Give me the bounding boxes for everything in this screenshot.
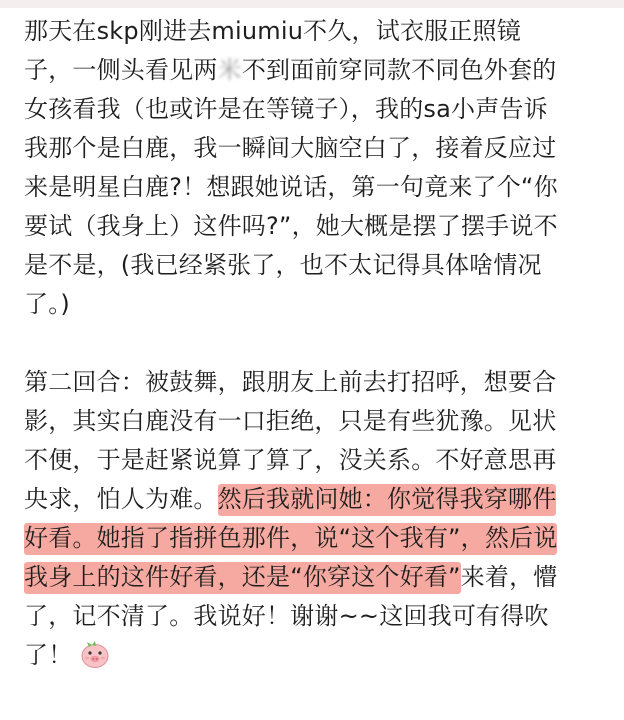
p2-line-7: 了，记不清了。我说好！谢谢~~这回我可有得吹 [24, 602, 549, 630]
p1-line-2 [24, 51, 614, 90]
top-edge-strip [0, 0, 624, 8]
p1-line-2-text-a: 子，一侧头看见两 [24, 56, 218, 84]
p1-line-4: 我那个是白鹿，我一瞬间大脑空白了，接着反应过 [24, 134, 557, 162]
p2-line-2: 影，其实白鹿没有一口拒绝，只是有些犹豫。见状 [24, 407, 557, 435]
p2-line-4 [24, 480, 614, 519]
highlighted-text-2: 好看。她指了指拼色那件，说“这个我有”，然后说 [24, 523, 557, 555]
blurred-text: 米 [217, 56, 242, 84]
p2-line-6 [24, 558, 614, 597]
p1-line-8: 了。) [24, 290, 70, 318]
p1-line-7: 是不是，(我已经紧张了，也不太记得具体啥情况 [24, 251, 542, 279]
highlighted-text-1: 然后我就问她：你觉得我穿哪件 [218, 484, 557, 516]
post-body [24, 12, 614, 675]
p2-line-8 [24, 636, 614, 675]
paragraph-1 [24, 12, 614, 324]
p1-line-5: 来是明星白鹿?！想跟她说话，第一句竟来了个“你 [24, 173, 558, 201]
p1-line-2-text-b: 不到面前穿同款不同色外套的 [241, 56, 557, 84]
paragraph-2 [24, 363, 614, 675]
p1-line-1: 那天在skp刚进去miumiu不久，试衣服正照镜 [24, 17, 521, 45]
p2-line-4-text: 央求，怕人为难。 [24, 485, 218, 513]
highlighted-text-3: 我身上的这件好看，还是“你穿这个好看” [24, 562, 461, 594]
p1-line-3: 女孩看我（也或许是在等镜子），我的sa小声告诉 [24, 95, 548, 123]
pig-face-emoji-icon [80, 639, 110, 681]
p2-line-5 [24, 519, 614, 558]
p2-line-1: 第二回合：被鼓舞，跟朋友上前去打招呼，想要合 [24, 368, 557, 396]
p2-line-3: 不便，于是赶紧说算了算了，没关系。不好意思再 [24, 446, 557, 474]
p2-line-8-text: 了！ [24, 641, 73, 669]
p1-line-6: 要试（我身上）这件吗?”，她大概是摆了摆手说不 [24, 212, 558, 240]
p2-line-6-text: 来着，懵 [460, 563, 558, 591]
